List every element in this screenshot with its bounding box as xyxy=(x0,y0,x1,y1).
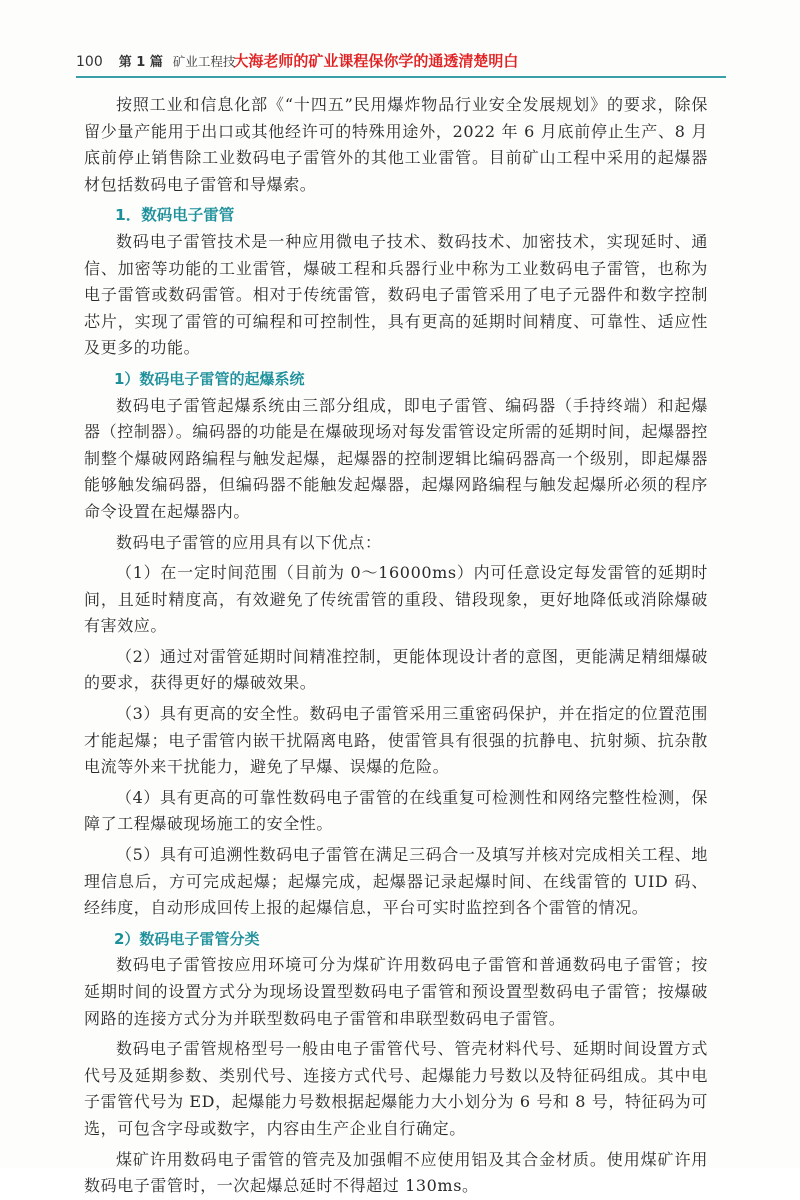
intro-paragraph: 按照工业和信息化部《“十四五”民用爆炸物品行业安全发展规划》的要求，除保留少量产能用于出口或其他经许可的特殊用途外，2022 年 6 月底前停止生产、8 月底前停止销售除工业数码电子雷管外的其他工业雷管。目前矿山工程中采用的起爆器材包括数码电子雷管和导爆索。 xyxy=(84,95,708,194)
page-number: 100 xyxy=(76,54,103,70)
advantage-item-4: （4）具有更高的可靠性数码电子雷管的在线重复可检测性和网络完整性检测，保障了工程爆破现场施工的安全性。 xyxy=(84,787,708,834)
sub2-paragraph-3: 煤矿许用数码电子雷管的管壳及加强帽不应使用铝及其合金材质。使用煤矿许用数码电子雷管时，一次起爆总延时不得超过 130ms。 xyxy=(84,1149,708,1196)
watermark-text: 大海老师的矿业课程保你学的通透清楚明白 xyxy=(233,52,519,70)
advantage-item-2: （2）通过对雷管延期时间精准控制，更能体现设计者的意图，更能满足精细爆破的要求，获得更好的爆破效果。 xyxy=(84,646,708,693)
subsection-heading-1: 1）数码电子雷管的起爆系统 xyxy=(114,369,305,388)
part-title: 矿业工程技 xyxy=(172,54,236,69)
sub2-paragraph-2: 数码电子雷管规格型号一般由电子雷管代号、管壳材料代号、延期时间设置方式代号及延期参数、类别代号、连接方式代号、起爆能力号数以及特征码组成。其中电子雷管代号为 ED，起爆能力号数根据起爆能力大小划分为 6 号和 8 号，特征码为可选，可包含字母或数字，内容由生产企业自行确定。 xyxy=(84,1039,708,1138)
section1-paragraph: 数码电子雷管技术是一种应用微电子技术、数码技术、加密技术，实现延时、通信、加密等功能的工业雷管，爆破工程和兵器行业中称为工业数码电子雷管，也称为电子雷管或数码雷管。相对于传统雷管，数码电子雷管采用了电子元器件和数字控制芯片，实现了雷管的可编程和可控制性，具有更高的延期时间精度、可靠性、适应性及更多的功能。 xyxy=(84,231,708,358)
sub1-paragraph: 数码电子雷管起爆系统由三部分组成，即电子雷管、编码器（手持终端）和起爆器（控制器）。编码器的功能是在爆破现场对每发雷管设定所需的延期时间，起爆器控制整个爆破网路编程与触发起爆，起爆器的控制逻辑比编码器高一个级别，即起爆器能够触发编码器，但编码器不能触发起爆器，起爆网路编程与触发起爆所必须的程序命令设置在起爆器内。 xyxy=(84,395,708,521)
advantage-item-3: （3）具有更高的安全性。数码电子雷管采用三重密码保护，并在指定的位置范围才能起爆；电子雷管内嵌干扰隔离电路，使雷管具有很强的抗静电、抗射频、抗杂散电流等外来干扰能力，避免了早爆、误爆的危险。 xyxy=(84,704,708,777)
advantage-item-5: （5）具有可追溯性数码电子雷管在满足三码合一及填写并核对完成相关工程、地理信息后，方可完成起爆；起爆完成，起爆器记录起爆时间、在线雷管的 UID 码、经纬度，自动形成回传上报的起爆信息，平台可实时监控到各个雷管的情况。 xyxy=(84,845,708,918)
part-label: 第 1 篇 xyxy=(118,55,163,70)
header-rule xyxy=(76,76,726,78)
advantage-item-1: （1）在一定时间范围（目前为 0～16000ms）内可任意设定每发雷管的延期时间，且延时精度高，有效避免了传统雷管的重段、错段现象，更好地降低或消除爆破有害效应。 xyxy=(84,563,708,636)
section-heading-1: 1．数码电子雷管 xyxy=(115,206,235,225)
subsection-heading-2: 2）数码电子雷管分类 xyxy=(114,929,260,948)
sub2-paragraph-1: 数码电子雷管按应用环境可分为煤矿许用数码电子雷管和普通数码电子雷管；按延期时间的设置方式分为现场设置型数码电子雷管和预设置型数码电子雷管；按爆破网路的连接方式分为并联型数码电子雷管和串联型数码电子雷管。 xyxy=(84,955,708,1028)
advantages-intro: 数码电子雷管的应用具有以下优点： xyxy=(116,532,382,552)
page-content xyxy=(84,92,708,1200)
page-header xyxy=(76,50,726,74)
